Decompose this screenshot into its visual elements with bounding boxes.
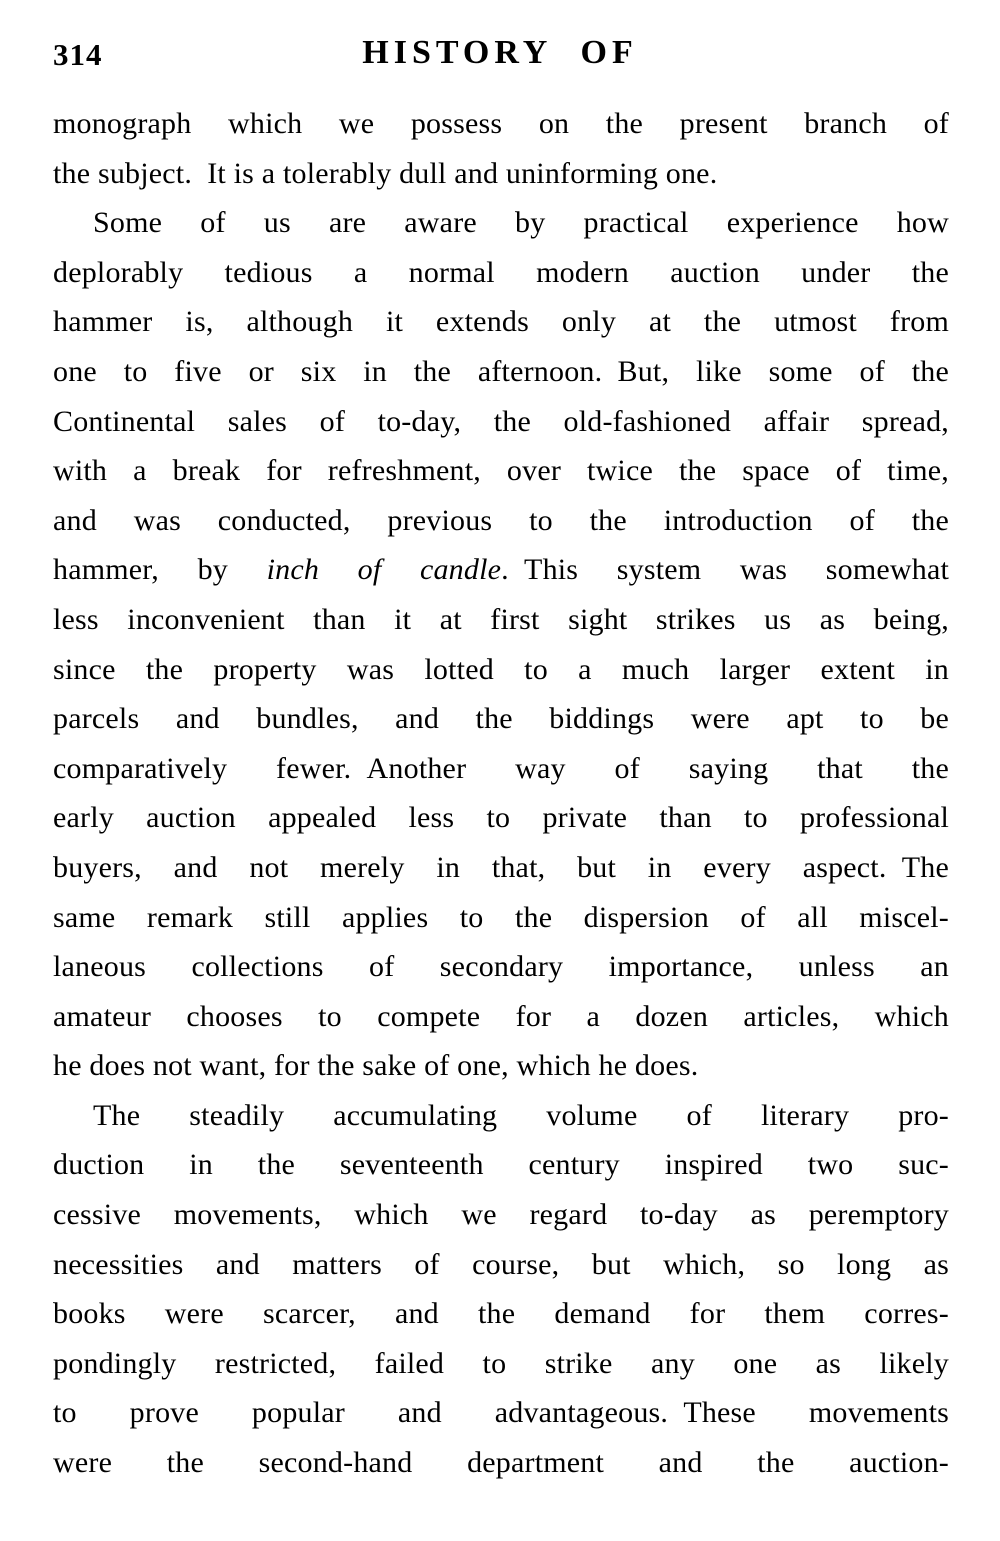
text-line: deplorably tedious a normal modern auction under the xyxy=(53,255,949,289)
text-line: to prove popular and advantageous. These movements xyxy=(53,1396,949,1430)
text-line: and was conducted, previous to the introduction of the xyxy=(53,503,949,537)
text-line: pondingly restricted, failed to strike any one as likely xyxy=(53,1346,949,1380)
text-line: The steadily accumulating volume of literary pro- xyxy=(93,1098,949,1132)
text-line: he does not want, for the sake of one, which he does. xyxy=(53,1049,699,1083)
text-line: duction in the seventeenth century inspired two suc- xyxy=(53,1148,949,1182)
page-header xyxy=(0,34,1000,78)
text-line: since the property was lotted to a much larger extent in xyxy=(53,652,949,686)
text-line: Some of us are aware by practical experience how xyxy=(93,206,949,240)
text-line: hammer is, although it extends only at the utmost from xyxy=(53,305,949,339)
running-title: HISTORY OF xyxy=(362,34,638,71)
text-line: parcels and bundles, and the biddings were apt to be xyxy=(53,702,949,736)
text-line: early auction appealed less to private than to professional xyxy=(53,801,949,835)
text-line: one to five or six in the afternoon. But, like some of the xyxy=(53,354,949,388)
paragraph xyxy=(53,198,949,1091)
text-line: less inconvenient than it at first sight strikes us as being, xyxy=(53,602,949,636)
page-number: 314 xyxy=(53,37,103,72)
text-line: the subject. It is a tolerably dull and uninforming one. xyxy=(53,156,718,190)
text-line: amateur chooses to compete for a dozen articles, which xyxy=(53,999,949,1033)
text-line: cessive movements, which we regard to-day as peremptory xyxy=(53,1198,949,1232)
text-line: laneous collections of secondary importance, unless an xyxy=(53,950,949,984)
paragraph xyxy=(53,99,949,198)
text-line: hammer, by inch of candle. This system was somewhat xyxy=(53,553,949,587)
text-line: monograph which we possess on the present branch of xyxy=(53,107,949,140)
text-line: with a break for refreshment, over twice the space of time, xyxy=(53,454,949,488)
text-line: were the second-hand department and the auction- xyxy=(53,1446,949,1480)
paragraph xyxy=(53,1091,949,1488)
text-line: books were scarcer, and the demand for them corres- xyxy=(53,1297,949,1331)
text-line: buyers, and not merely in that, but in every aspect. The xyxy=(53,850,949,884)
text-line: comparatively fewer. Another way of saying that the xyxy=(53,751,949,785)
text-line: necessities and matters of course, but which, so long as xyxy=(53,1247,949,1281)
page-body xyxy=(53,99,949,1488)
text-line: same remark still applies to the dispersion of all miscel- xyxy=(53,900,949,934)
text-line: Continental sales of to-day, the old-fashioned affair spread, xyxy=(53,404,949,438)
